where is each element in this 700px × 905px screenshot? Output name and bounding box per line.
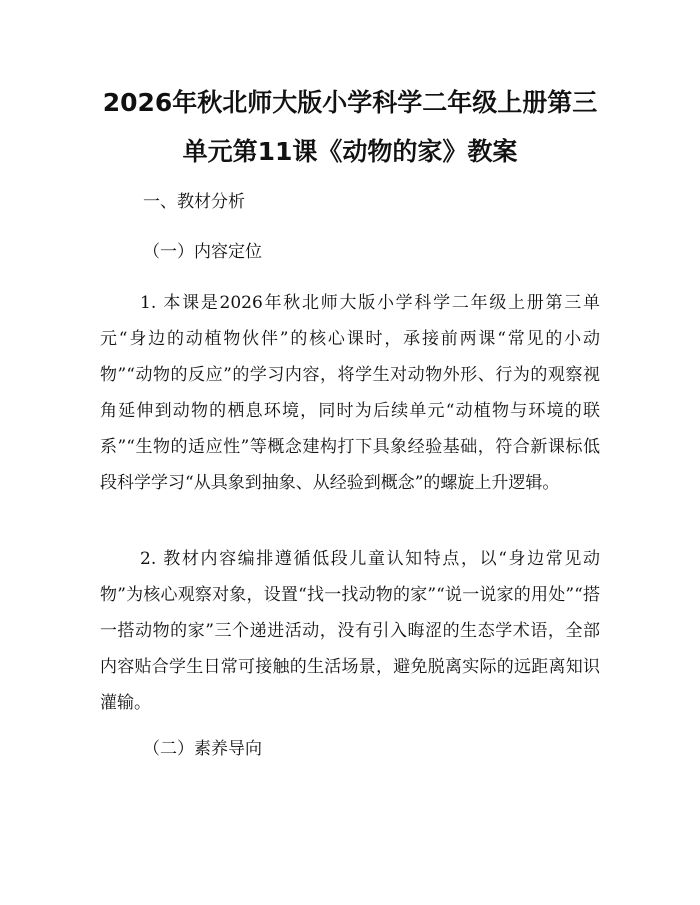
paragraph-1: 1. 本课是2026年秋北师大版小学科学二年级上册第三单元“身边的动植物伙伴”的核心课时，承接前两课“常见的小动物”“动物的反应”的学习内容，将学生对动物外形、行为的观察视角延伸到动物的栖息环境，同时为后续单元“动植物与环境的联系”“生物的适应性”等概念建构打下具象经验基础，符合新课标低段科学学习“从具象到抽象、从经验到概念”的螺旋上升逻辑。 (100, 293, 600, 493)
document-title-line-2: 单元第11课《动物的家》教案 (182, 137, 518, 166)
subsection-heading-content-positioning: （一）内容定位 (143, 242, 262, 262)
paragraph-2: 2. 教材内容编排遵循低段儿童认知特点，以“身边常见动物”为核心观察对象，设置“找一找动物的家”“说一说家的用处”“搭一搭动物的家”三个递进活动，没有引入晦涩的生态学术语，全部内容贴合学生日常可接触的生活场景，避免脱离实际的远距离知识灌输。 (100, 549, 600, 713)
document-title-line-1: 2026年秋北师大版小学科学二年级上册第三 (102, 88, 598, 117)
section-heading-textbook-analysis: 一、教材分析 (143, 192, 245, 212)
subsection-heading-literacy-orientation: （二）素养导向 (143, 739, 262, 759)
